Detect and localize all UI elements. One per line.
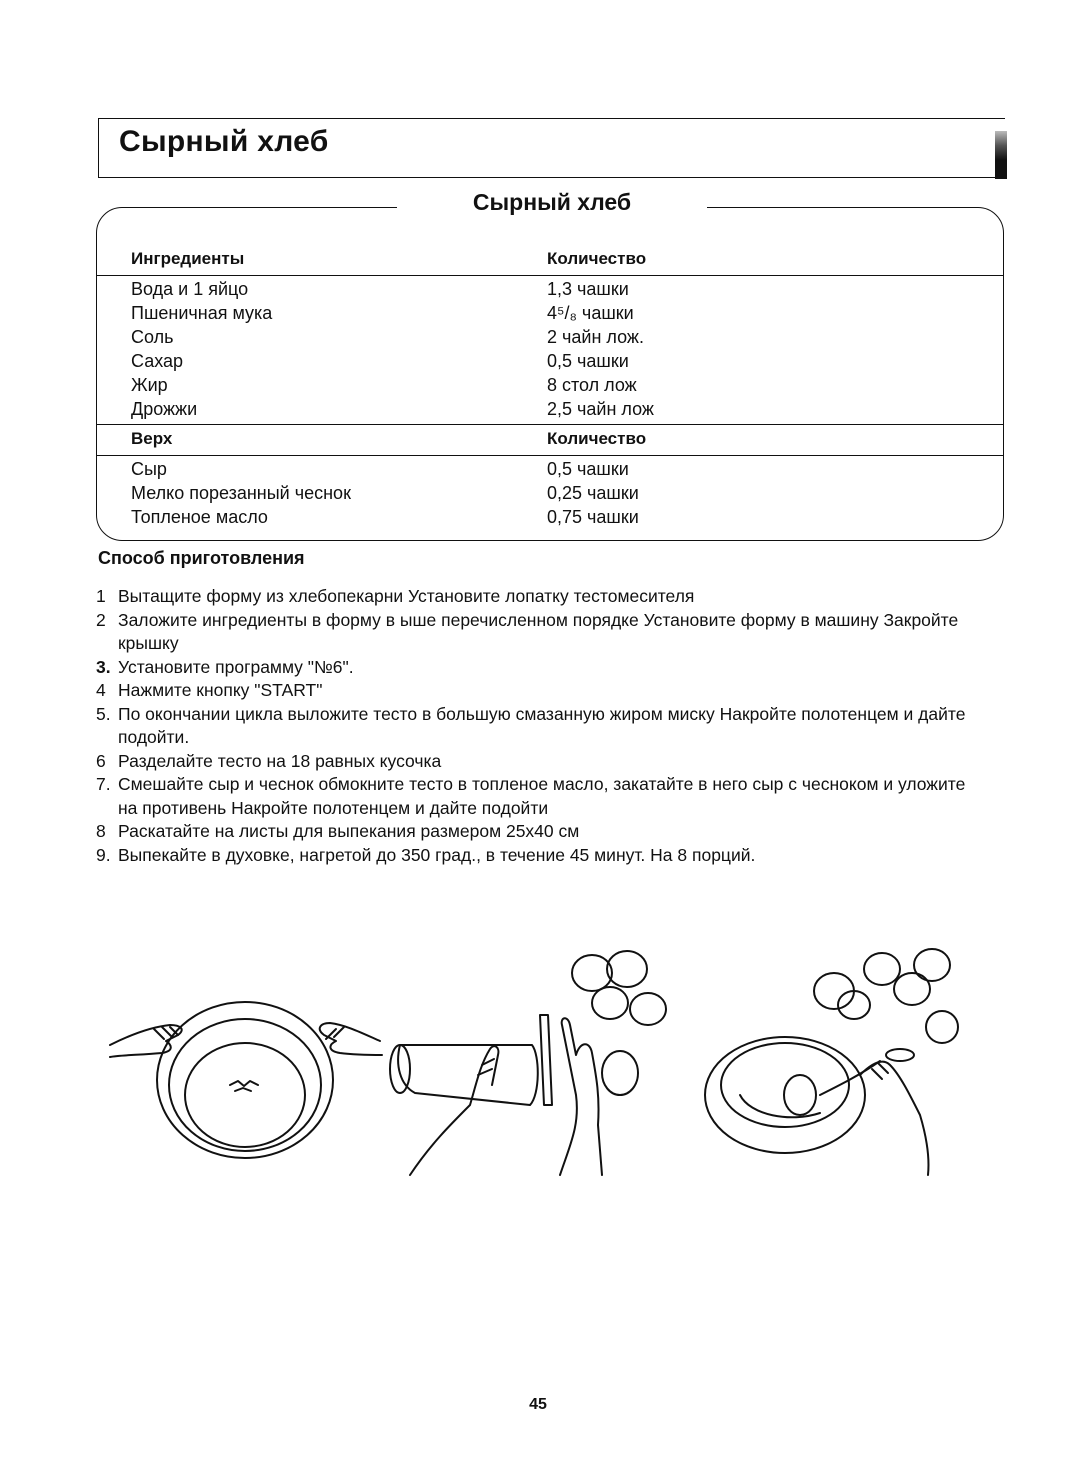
method-title: Способ приготовления: [98, 548, 305, 568]
step-8: [96, 820, 976, 844]
ingredient-name: Сахар: [131, 351, 184, 371]
step-number: 1: [96, 586, 106, 606]
divider: [97, 275, 1003, 276]
topping-name: Сыр: [131, 459, 167, 479]
topping-header: Верх: [131, 429, 173, 448]
ingredient-row: [131, 397, 654, 421]
ingredient-name: Соль: [131, 327, 174, 347]
step-number: 2: [96, 609, 106, 630]
step-4: [96, 679, 976, 703]
step-7: [96, 773, 976, 820]
step-3: [96, 656, 976, 680]
ingredient-name: Дрожжи: [131, 399, 198, 419]
topping-qty: 0,25 чашки: [547, 483, 639, 503]
bowl-illustration: [110, 1002, 382, 1158]
ingredients-header-row: [131, 247, 647, 271]
ingredient-name: Жир: [131, 375, 168, 395]
step-number: 6: [96, 750, 106, 771]
step-text: Выпекайте в духовке, нагретой до 350 град., в течение 45 минут. На 8 порций.: [118, 844, 756, 865]
ingredient-qty: 4⁵/₈ чашки: [547, 303, 634, 323]
step-2: [96, 609, 976, 656]
recipe-title: Сырный хлеб: [472, 189, 632, 215]
step-text: По окончании цикла выложите тесто в большую смазанную жиром миску Накройте полотенцем и дайте подойти.: [118, 703, 966, 747]
quantity-header: Количество: [547, 249, 647, 268]
topping-header-row: [131, 427, 647, 451]
ingredient-name: Вода и 1 яйцо: [131, 279, 249, 299]
ingredient-row: [131, 325, 644, 349]
ingredient-row: [131, 373, 637, 397]
topping-row: [131, 481, 639, 505]
topping-row: [131, 505, 639, 529]
step-6: [96, 750, 976, 774]
step-5: [96, 703, 976, 750]
topping-qty: 0,5 чашки: [547, 459, 629, 479]
step-number: 3.: [96, 656, 111, 677]
step-text: Смешайте сыр и чеснок обмокните тесто в топленое масло, закатайте в него сыр с чесноком и уложите на противень Накройте полотенцем и дайте подойти: [118, 774, 966, 818]
step-number: 4: [96, 680, 106, 700]
section-tab-marker: [995, 131, 1007, 179]
recipe-table: [96, 189, 1004, 541]
step-9: [96, 844, 976, 868]
page-title: Сырный хлеб: [119, 125, 329, 158]
illustrations: [100, 945, 980, 1185]
ingredient-qty: 2 чайн лож.: [547, 327, 644, 347]
page-number: 45: [529, 1396, 547, 1413]
ingredient-row: [131, 349, 629, 373]
ingredient-row: [131, 301, 634, 325]
page-header: [98, 118, 1005, 178]
ingredient-row: [131, 277, 629, 301]
topping-name: Топленое масло: [131, 507, 268, 527]
method-steps: [96, 585, 976, 867]
dipping-illustration: [705, 949, 958, 1175]
step-number: 8: [96, 821, 106, 841]
ingredient-qty: 1,3 чашки: [547, 279, 629, 299]
step-number: 9.: [96, 844, 111, 865]
dough-roll-illustration: [390, 951, 666, 1175]
step-number: 5.: [96, 703, 111, 724]
ingredient-name: Пшеничная мука: [131, 303, 273, 323]
step-text: Заложите ингредиенты в форму в ыше перечисленном порядке Установите форму в машину Закройте крышку: [118, 609, 959, 653]
ingredient-qty: 2,5 чайн лож: [547, 399, 654, 419]
topping-quantity-header: Количество: [547, 429, 647, 448]
ingredients-header: Ингредиенты: [131, 249, 245, 268]
ingredient-qty: 8 стол лож: [547, 375, 637, 395]
step-text: Вытащите форму из хлебопекарни Установите лопатку тестомесителя: [118, 586, 695, 606]
step-text: Нажмите кнопку "START": [118, 680, 323, 700]
step-1: [96, 585, 976, 609]
divider: [97, 424, 1003, 425]
ingredient-qty: 0,5 чашки: [547, 351, 629, 371]
step-text: Раскатайте на листы для выпекания размером 25х40 см: [118, 821, 580, 841]
divider: [97, 455, 1003, 456]
topping-name: Мелко порезанный чеснок: [131, 483, 351, 503]
step-number: 7.: [96, 774, 111, 794]
topping-row: [131, 457, 629, 481]
step-text: Разделайте тесто на 18 равных кусочка: [118, 750, 442, 771]
step-text: Установите программу "№6".: [118, 656, 354, 677]
topping-qty: 0,75 чашки: [547, 507, 639, 527]
